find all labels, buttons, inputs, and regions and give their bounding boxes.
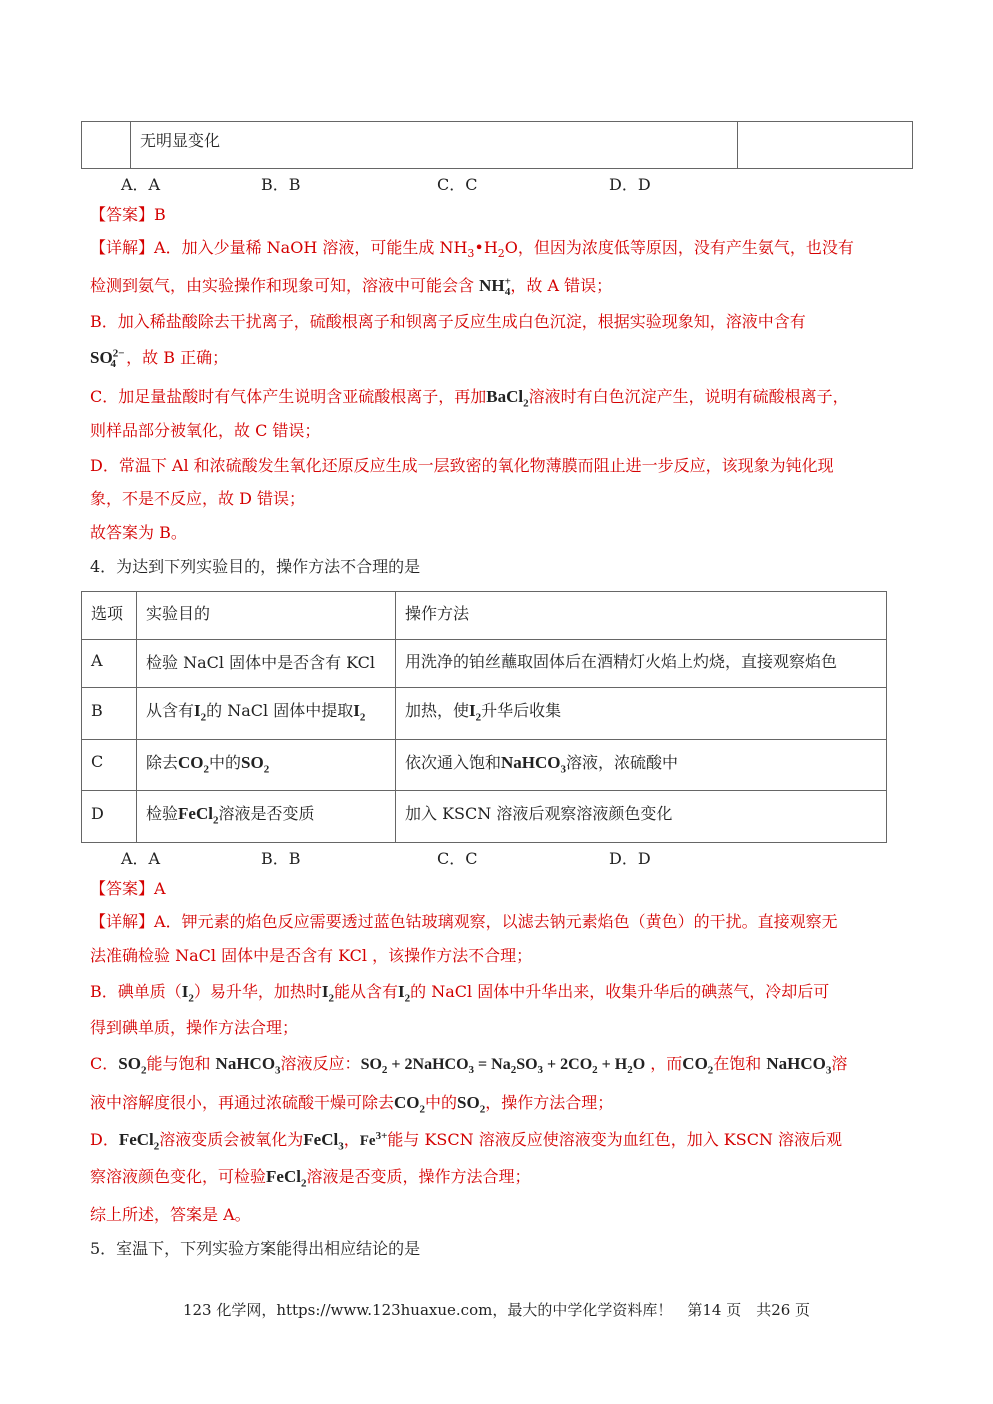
detail-line: D．常温下 Al 和浓硫酸发生氧化还原反应生成一层致密的氧化物薄膜而阻止进一步反应，该现象为钝化现	[90, 456, 834, 475]
detail-line: C．加足量盐酸时有气体产生说明含亚硫酸根离子，再加BaCl$_2$溶液时有白色沉淀产生，说明有硫酸根离子，	[90, 387, 849, 410]
table-cell-option: A	[91, 651, 103, 670]
table-header: 实验目的	[146, 604, 211, 623]
detail-label: 【详解】	[90, 912, 155, 931]
table-cell	[737, 122, 914, 168]
table-cell	[82, 122, 131, 168]
detail-line: 则样品部分被氧化，故 C 错误；	[90, 421, 321, 440]
conclusion: 故答案为 B。	[90, 523, 187, 542]
detail-text: ，故 B 正确；	[126, 348, 229, 367]
table-cell-method: 加热，使$I_2$升华后收集	[405, 701, 562, 724]
detail-text: 溶液时有白色沉淀产生，说明有硫酸根离子，	[528, 387, 849, 406]
table-divider	[395, 592, 396, 842]
page-footer: 123 化学网，https://www.123huaxue.com，最大的中学化学资料库！ 第14 页 共26 页	[182, 1301, 811, 1319]
option-d: D．D	[609, 849, 651, 868]
table-divider	[82, 687, 886, 688]
table-cell: 无明显变化	[140, 131, 221, 150]
detail-line: C．$SO_2$能与饱和 NaHCO$_3$溶液反应：$SO_2$ + 2NaHCO$_3$ = $Na_2SO_3 + 2CO_2 + H_2O$ ，而$CO_2$在饱和 NaHCO$_3$溶	[90, 1054, 848, 1077]
detail-text: C．加足量盐酸时有气体产生说明含亚硫酸根离子，再加	[90, 387, 487, 406]
detail-line: 检测到氨气，由实验操作和现象可知，溶液中可能会含 $NH^+_4$，故 A 错误；	[90, 275, 613, 299]
detail-text: A．加入少量稀 NaOH 溶液，可能生成 NH	[154, 238, 468, 257]
question-stem: 4．为达到下列实验目的，操作方法不合理的是	[90, 557, 421, 576]
detail-text: 检测到氨气，由实验操作和现象可知，溶液中可能会含	[90, 276, 475, 295]
detail-line: 得到碘单质，操作方法合理；	[90, 1018, 299, 1037]
table-cell-purpose: 检验FeCl$_2$溶液是否变质	[146, 804, 315, 827]
option-a: A．A	[121, 175, 161, 194]
previous-table-fragment	[81, 121, 913, 169]
answer-label: 【答案】	[90, 879, 155, 898]
detail-line: 象，不是不反应，故 D 错误；	[90, 489, 306, 508]
detail-text: ，故 A 错误；	[510, 276, 613, 295]
detail-text: ，但因为浓度低等原因，没有产生氨气，也没有	[517, 238, 854, 257]
table-header: 操作方法	[405, 604, 470, 623]
table-cell-method: 用洗净的铂丝蘸取固体后在酒精灯火焰上灼烧，直接观察焰色	[405, 652, 838, 671]
detail-line: 察溶液颜色变化，可检验FeCl$_2$溶液是否变质，操作方法合理；	[90, 1167, 531, 1190]
detail-label: 【详解】	[90, 238, 155, 257]
detail-line	[90, 912, 838, 932]
table-cell-method: 依次通入饱和NaHCO$_3$溶液，浓硫酸中	[405, 753, 679, 776]
option-a: A．A	[121, 849, 161, 868]
table-cell-option: B	[91, 701, 103, 720]
table-divider	[82, 739, 886, 740]
option-c: C．C	[437, 849, 478, 868]
table-cell-purpose: 除去$CO_2$中的$SO_2$	[146, 753, 270, 776]
table-divider	[82, 790, 886, 791]
table-cell-purpose: 从含有$I_2$的 NaCl 固体中提取$I_2$	[146, 701, 366, 724]
table-cell-purpose: 检验 NaCl 固体中是否含有 KCl	[146, 653, 376, 672]
table-cell-method: 加入 KSCN 溶液后观察溶液颜色变化	[405, 804, 673, 823]
table-cell-option: C	[91, 752, 104, 771]
table-header: 选项	[91, 604, 124, 623]
detail-text: A．钾元素的焰色反应需要透过蓝色钴玻璃观察，以滤去钠元素焰色（黄色）的干扰。直接观察无	[154, 912, 838, 931]
table-cell-option: D	[91, 804, 104, 823]
experiment-table	[81, 591, 887, 843]
detail-line: 液中溶解度很小，再通过浓硫酸干燥可除去$CO_2$中的$SO_2$，操作方法合理；	[90, 1093, 614, 1116]
detail-line: 【详解】A．加入少量稀 NaOH 溶液，可能生成 $NH_3•H_2O$，但因为浓度低等原因，没有产生氨气，也没有	[90, 238, 854, 261]
detail-line: $SO^{2-}_4$ ，故 B 正确；	[90, 347, 229, 371]
detail-line: B．加入稀盐酸除去干扰离子，硫酸根离子和钡离子反应生成白色沉淀，根据实验现象知，溶液中含有	[90, 312, 806, 331]
detail-line: 法准确检验 NaCl 固体中是否含有 KCl ，该操作方法不合理；	[90, 946, 533, 965]
answer-line	[90, 205, 166, 225]
detail-line: B．碘单质$(I_2)$易升华，加热时$I_2$能从含有$I_2$的 NaCl 固体中升华出来，收集升华后的碘蒸气，冷却后可	[90, 982, 830, 1005]
answer-value: A	[154, 879, 166, 898]
option-b: B．B	[261, 175, 301, 194]
answer-value: B	[154, 205, 166, 224]
conclusion: 综上所述，答案是 A。	[90, 1205, 251, 1224]
detail-line: D．FeCl$_2$溶液变质会被氧化为FeCl$_3$，$Fe^{3+}$能与 KSCN 溶液反应使溶液变为血红色，加入 KSCN 溶液后观	[90, 1130, 843, 1153]
question-stem: 5．室温下，下列实验方案能得出相应结论的是	[90, 1239, 421, 1258]
option-d: D．D	[609, 175, 651, 194]
option-c: C．C	[437, 175, 478, 194]
answer-label: 【答案】	[90, 205, 155, 224]
table-divider	[82, 639, 886, 640]
table-divider	[136, 592, 137, 842]
answer-line	[90, 879, 166, 899]
option-b: B．B	[261, 849, 301, 868]
